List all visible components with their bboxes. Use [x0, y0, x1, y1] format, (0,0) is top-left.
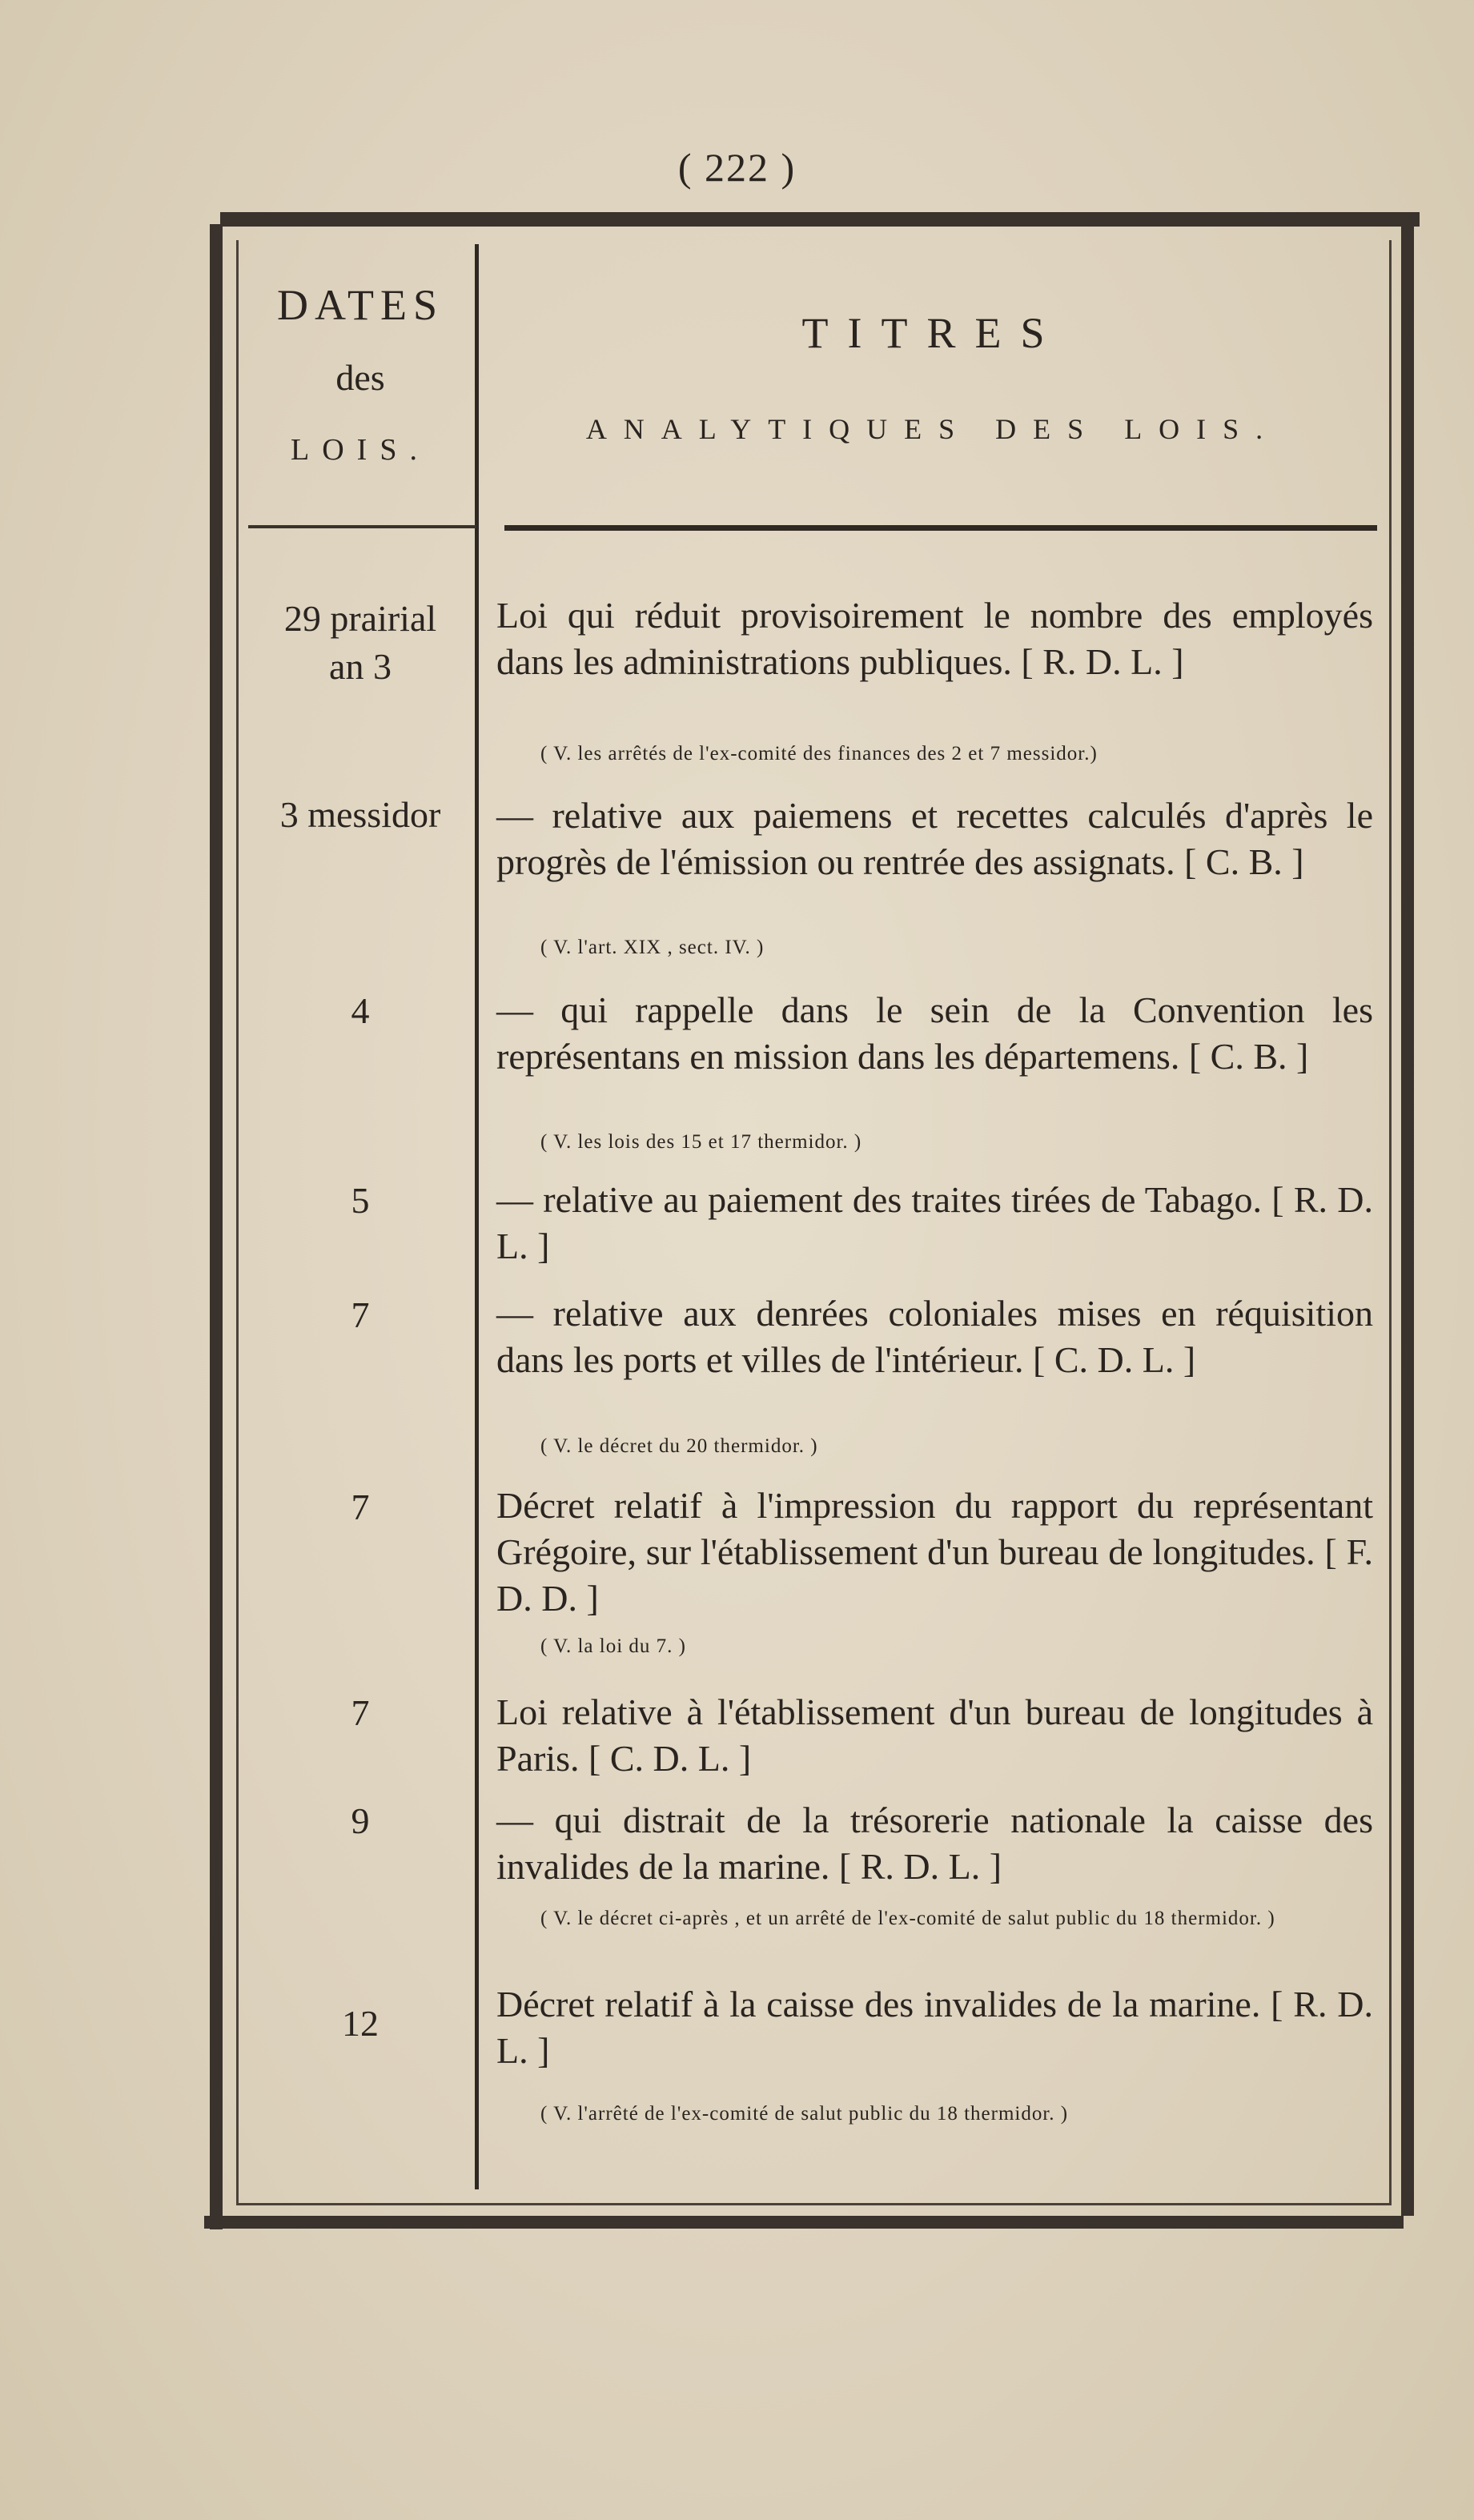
entry-date: 7 [351, 1294, 370, 1335]
inner-rule-right [1389, 240, 1392, 2205]
inner-rule-bottom [236, 2203, 1391, 2205]
frame-border-left [210, 224, 223, 2229]
entry-note: ( V. la loi du 7. ) [540, 1635, 686, 1657]
frame-border-bottom [204, 2216, 1404, 2229]
entry-title: — relative aux paiemens et recettes calculés d'après le progrès de l'émission ou rentrée des assignats. [ C. B. ] [496, 795, 1373, 882]
entry-title: — qui distrait de la trésorerie nationale la caisse des invalides de la marine. [ R. D. L. ] [496, 1800, 1373, 1887]
entry-note: ( V. l'arrêté de l'ex-comité de salut public du 18 thermidor. ) [540, 2103, 1069, 2125]
frame-border-top [220, 212, 1420, 227]
header-rule-titres [504, 525, 1377, 531]
entry-note: ( V. les lois des 15 et 17 thermidor. ) [540, 1131, 862, 1153]
entry-date: 7 [351, 1692, 370, 1733]
entry-date-year: an 3 [329, 646, 392, 687]
entry-title: — qui rappelle dans le sein de la Convention les représentans en mission dans les départemens. [ C. B. ] [496, 989, 1373, 1077]
entry-title: — relative au paiement des traites tirées de Tabago. [ R. D. L. ] [496, 1179, 1373, 1266]
entry-date: 29 prairial [283, 598, 437, 639]
entry-date: 5 [351, 1180, 370, 1221]
entry-note: ( V. les arrêtés de l'ex-comité des finances des 2 et 7 messidor.) [540, 743, 1098, 764]
entry-title: — relative aux denrées coloniales mises en réquisition dans les ports et villes de l'intérieur. [ C. D. L. ] [496, 1293, 1373, 1380]
entry-date: 4 [351, 990, 370, 1031]
header-analytiques: ANALYTIQUES DES LOIS. [585, 413, 1280, 445]
header-titres: TITRES [801, 309, 1064, 357]
frame-border-right [1401, 215, 1414, 2216]
entry-title: Décret relatif à l'impression du rapport du représentant Grégoire, sur l'établissement d'un bureau de longitudes. [ F. D. D. ] [496, 1485, 1373, 1619]
entry-title: Loi qui réduit provisoirement le nombre des employés dans les administrations publiques. [ R. D. L. ] [496, 595, 1373, 682]
entry-note: ( V. le décret du 20 thermidor. ) [540, 1435, 818, 1457]
entry-date: 12 [342, 2003, 379, 2044]
entry-note: ( V. le décret ci-après , et un arrêté de l'ex-comité de salut public du 18 thermidor. ) [540, 1908, 1275, 1929]
entry-date: 9 [351, 1800, 370, 1841]
entry-date: 7 [351, 1487, 370, 1527]
header-dates: DATES [276, 281, 444, 329]
inner-rule-left [236, 240, 239, 2205]
entry-title: Loi relative à l'établissement d'un bureau de longitudes à Paris. [ C. D. L. ] [496, 1691, 1373, 1779]
entry-title: Décret relatif à la caisse des invalides de la marine. [ R. D. L. ] [496, 1984, 1373, 2071]
page-number: ( 222 ) [677, 145, 797, 190]
header-rule-dates [248, 525, 476, 528]
header-lois: LOIS. [291, 433, 430, 467]
entry-date: 3 messidor [279, 794, 441, 835]
entry-note: ( V. l'art. XIX , sect. IV. ) [540, 937, 765, 958]
header-des: des [335, 357, 385, 398]
